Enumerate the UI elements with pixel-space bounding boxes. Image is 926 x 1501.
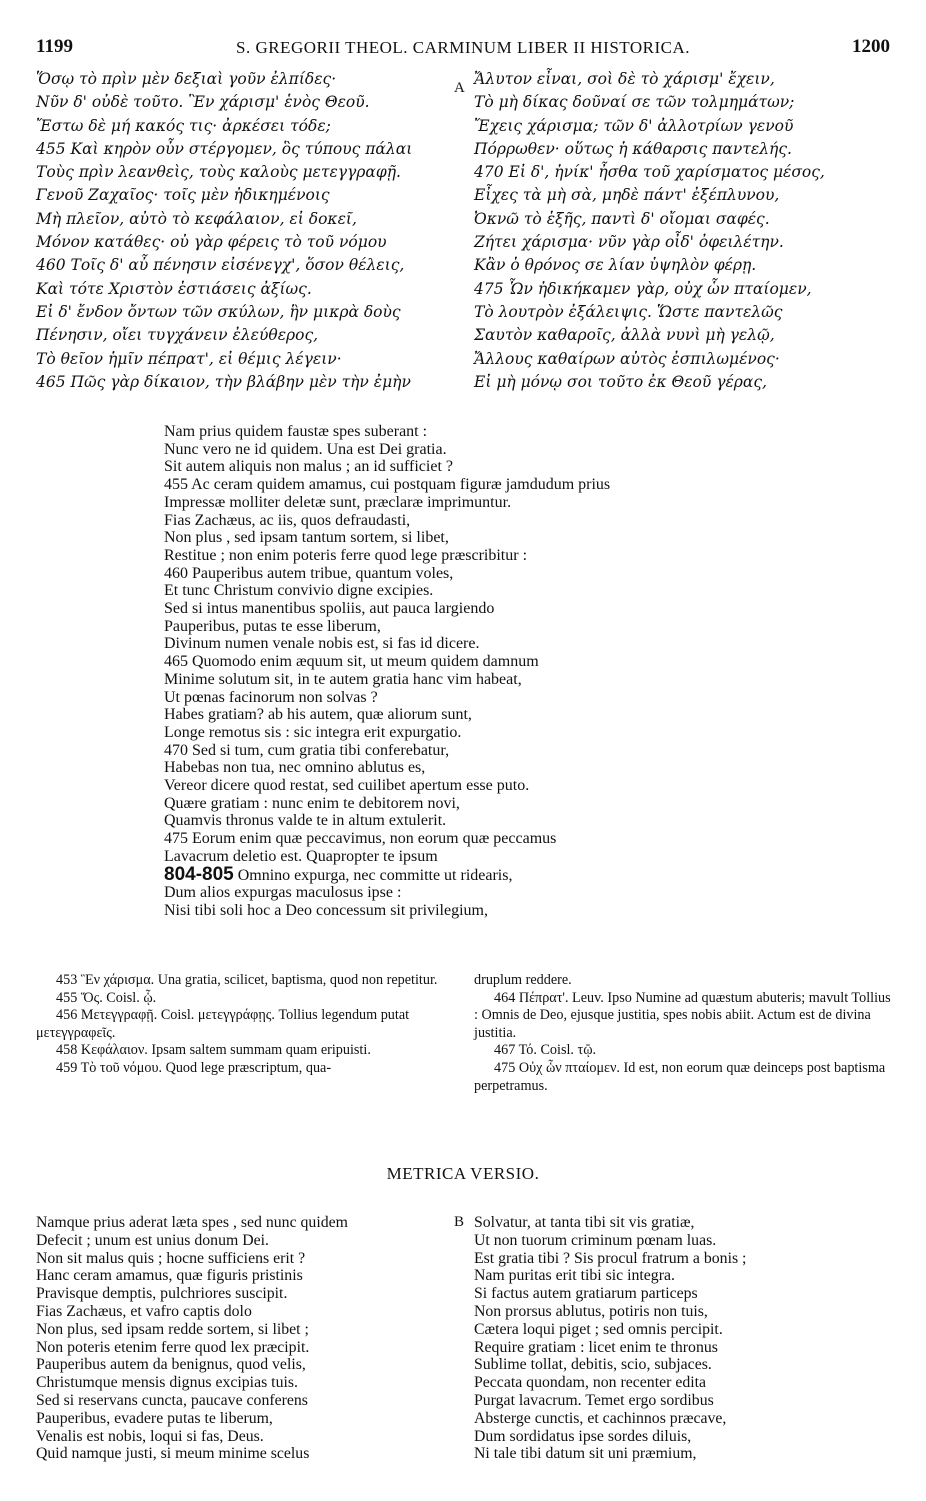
greek-line: Καὶ τότε Χριστὸν ἑστιάσεις ἀξίως. (36, 279, 312, 298)
greek-line: Πένησιν, οἴει τυγχάνειν ἐλεύθερος, (36, 326, 319, 345)
latin-line: Dum alios expurgas maculosus ipse : (164, 884, 402, 902)
latin-line: Vereor dicere quod restat, sed cuilibet apertum esse puto. (164, 777, 530, 795)
footnote-continuation: druplum reddere. (474, 972, 572, 988)
greek-line: Ἔχεις χάρισμα; τῶν δ' ἀλλοτρίων γενοῦ (474, 116, 794, 135)
latin-line: Et tunc Christum convivio digne excipies. (164, 582, 434, 600)
latin-translation (164, 423, 744, 920)
verse-line: Christumque mensis dignus excipias tuis. (36, 1374, 298, 1392)
footnote: 458 Κεφάλαιον. Ipsam saltem summam quam eripuisti. (56, 1042, 371, 1059)
greek-line: Τὸ θεῖον ἡμῖν πέπρατ', εἰ θέμις λέγειν· (36, 349, 342, 368)
footnote: 459 Τὸ τοῦ νόμου. Quod lege præscriptum, qua- (56, 1059, 332, 1076)
latin-line: Quære gratiam : nunc enim te debitorem novi, (164, 794, 460, 812)
footnote: 453 Ἓν χάρισμα. Una gratia, scilicet, baptisma, quod non repetitur. (56, 972, 438, 988)
latin-line-with-column-marker (164, 863, 744, 885)
greek-text-right-column (474, 68, 894, 394)
verse-line: Dum sordidatus ipse sordes diluis, (474, 1427, 692, 1445)
latin-line: Habes gratiam? ab his autem, quæ aliorum sunt, (164, 706, 472, 724)
greek-line: Κἂν ὁ θρόνος σε λίαν ὑψηλὸν φέρῃ. (474, 256, 757, 275)
latin-line: Non plus , sed ipsam tantum sortem, si libet, (164, 529, 449, 547)
verse-line: Venalis est nobis, loqui si fas, Deus. (36, 1427, 264, 1445)
latin-line: Sit autem aliquis non malus ; an id sufficiet ? (164, 458, 453, 476)
verse-line: Require gratiam : licet enim te thronus (474, 1338, 718, 1356)
verse-line: Hanc ceram amamus, quæ figuris pristinis (36, 1267, 303, 1285)
verse-line: Purgat lavacrum. Temet ergo sordibus (474, 1391, 714, 1409)
verse-line: Pauperibus, evadere putas te liberum, (36, 1409, 273, 1427)
latin-line: 455 Ac ceram quidem amamus, cui postquam figuræ jamdudum prius (164, 476, 611, 494)
verse-line: Sublime tollat, debitis, scio, subjaces. (474, 1356, 712, 1374)
greek-text-left-column (36, 68, 456, 394)
footnote: 464 Πέπρατ'. Leuv. Ipso Numine ad quæstum abuteris; mavult Tollius : Omnis de Deo, ejusque justitia, spes nobis abiit. Actum est de divina justitia. (474, 989, 891, 1041)
page-number-left: 1199 (36, 36, 73, 57)
latin-line: Sed si intus manentibus spoliis, aut pauca largiendo (164, 600, 495, 618)
verse-line: Non sit malus quis ; hocne sufficiens erit ? (36, 1249, 306, 1267)
verse-line: Nam puritas erit tibi sic integra. (474, 1267, 675, 1285)
verse-line: Non plus, sed ipsam redde sortem, si libet ; (36, 1320, 309, 1338)
greek-line: Μόνον κατάθες· οὐ γὰρ φέρεις τὸ τοῦ νόμου (36, 233, 387, 252)
latin-line: Nunc vero ne id quidem. Una est Dei gratia. (164, 440, 447, 458)
verse-line: Non prorsus ablutus, potiris non tuis, (474, 1302, 708, 1320)
greek-line: 455 Καὶ κηρὸν οὖν στέργομεν, ὃς τύπους πάλαι (36, 139, 413, 158)
latin-line: Pauperibus, putas te esse liberum, (164, 617, 381, 635)
page-header (36, 36, 890, 60)
latin-line: 475 Eorum enim quæ peccavimus, non eorum quæ peccamus (164, 830, 557, 848)
verse-line: Pravisque demptis, pulchriores suscipit. (36, 1285, 288, 1303)
verse-line: Fias Zachæus, et vafro captis dolo (36, 1302, 252, 1320)
footnotes-right-column (474, 972, 894, 1095)
greek-line: Τὸ λουτρὸν ἐξάλειψις. Ὥστε παντελῶς (474, 302, 783, 321)
latin-line: 460 Pauperibus autem tribue, quantum voles, (164, 564, 454, 582)
footnote: 455 Ὅς. Coisl. ᾧ. (56, 989, 157, 1006)
greek-line: 470 Εἰ δ', ἡνίκ' ἦσθα τοῦ χαρίσματος μέσος, (474, 163, 825, 182)
greek-line: 465 Πῶς γὰρ δίκαιον, τὴν βλάβην μὲν τὴν ἐμὴν (36, 372, 411, 391)
verse-line: Ni tale tibi datum sit uni præmium, (474, 1445, 697, 1463)
metrical-version-left-column (36, 1214, 456, 1463)
footnotes-left-column (36, 972, 450, 1078)
latin-line: Habebas non tua, nec omnino ablutus es, (164, 759, 426, 777)
footnote: 456 Μετεγγραφῇ. Coisl. μετεγγράφῃς. Tollius legendum putat μετεγγραφεῖς. (36, 1007, 410, 1041)
greek-line: Πόρρωθεν· οὕτως ἡ κάθαρσις παντελής. (474, 139, 792, 158)
verse-line: Peccata quondam, non recenter edita (474, 1374, 707, 1392)
greek-line: Ὀκνῶ τὸ ἑξῆς, παντὶ δ' οἴομαι σαφές. (474, 209, 770, 228)
column-marker: 804-805 (164, 863, 234, 885)
latin-line: 470 Sed si tum, cum gratia tibi conferebatur, (164, 741, 450, 759)
greek-line: Ζήτει χάρισμα· νῦν γὰρ οἶδ' ὀφειλέτην. (474, 233, 784, 252)
greek-line: Τὸ μὴ δίκας δοῦναί σε τῶν τολμημάτων; (474, 93, 795, 112)
verse-line: Absterge cunctis, et cachinnos præcave, (474, 1409, 727, 1427)
greek-line: Ἄλλους καθαίρων αὐτὸς ἐσπιλωμένος· (474, 349, 780, 368)
verse-line: Est gratia tibi ? Sis procul fratrum a bonis ; (474, 1249, 747, 1267)
greek-line: Μὴ πλεῖον, αὐτὸ τὸ κεφάλαιον, εἰ δοκεῖ, (36, 209, 357, 228)
running-title: S. GREGORII THEOL. CARMINUM LIBER II HISTORICA. (235, 38, 690, 57)
latin-line: Ut pœnas facinorum non solvas ? (164, 688, 378, 706)
verse-line: Cætera loqui piget ; sed omnis percipit. (474, 1320, 723, 1338)
greek-line: 475 Ὧν ἠδικήκαμεν γὰρ, οὐχ ὧν πταίομεν, (474, 279, 812, 298)
greek-line: Εἰ μὴ μόνῳ σοι τοῦτο ἐκ Θεοῦ γέρας, (474, 372, 767, 391)
verse-line: Defecit ; unum est unius donum Dei. (36, 1231, 269, 1249)
verse-line: Ut non tuorum criminum pœnam luas. (474, 1231, 717, 1249)
verse-line: Pauperibus autem da benignus, quod velis, (36, 1356, 306, 1374)
latin-line-text: Omnino expurga, nec committe ut ridearis, (237, 866, 513, 884)
greek-line: Εἰ δ' ἔνδον ὄντων τῶν σκύλων, ἣν μικρὰ δοὺς (36, 302, 401, 321)
latin-line: Fias Zachæus, ac iis, quos defraudasti, (164, 511, 411, 529)
verse-line: Quid namque justi, si meum minime scelus (36, 1445, 310, 1463)
latin-line: Longe remotus sis : sic integra erit expurgatio. (164, 723, 462, 741)
greek-line: Τοὺς πρὶν λεανθεὶς, τοὺς καλοὺς μετεγγραφῇ. (36, 163, 401, 182)
verse-line: Sed si reservans cuncta, paucave conferens (36, 1391, 308, 1409)
verse-line: Namque prius aderat læta spes , sed nunc quidem (36, 1214, 348, 1231)
latin-line: Minime solutum sit, in te autem gratia hanc vim habeat, (164, 670, 522, 688)
margin-letter-a: A (454, 80, 465, 96)
footnote: 475 Οὐχ ὧν πταίομεν. Id est, non eorum quæ deinceps post baptisma perpetramus. (474, 1059, 886, 1094)
greek-line: 460 Τοῖς δ' αὖ πένησιν εἰσένεγχ', ὅσον θέλεις, (36, 256, 405, 275)
verse-line: Non poteris etenim ferre quod lex præcipit. (36, 1338, 310, 1356)
greek-line: Νῦν δ' οὐδὲ τοῦτο. Ἓν χάρισμ' ἑνὸς Θεοῦ. (36, 93, 370, 112)
greek-line: Σαυτὸν καθαροῖς, ἀλλὰ νυνὶ μὴ γελῷ, (474, 326, 775, 345)
latin-line: 465 Quomodo enim æquum sit, ut meum quidem damnum (164, 653, 539, 671)
verse-line: Si factus autem gratiarum particeps (474, 1285, 698, 1303)
metrical-version-right-column (474, 1214, 894, 1463)
latin-line: Nam prius quidem faustæ spes suberant : (164, 423, 428, 440)
latin-line: Impressæ molliter deletæ sunt, præclaræ imprimuntur. (164, 493, 512, 511)
greek-line: Εἶχες τὰ μὴ σὰ, μηδὲ πάντ' ἐξέπλυνου, (474, 186, 780, 205)
greek-line: Ἄλυτον εἶναι, σοὶ δὲ τὸ χάρισμ' ἔχειν, (474, 70, 775, 88)
footnote: 467 Τό. Coisl. τῷ. (494, 1042, 597, 1059)
latin-line: Nisi tibi soli hoc a Deo concessum sit privilegium, (164, 901, 488, 919)
page-number-right: 1200 (852, 36, 890, 57)
latin-line: Quamvis thronus valde te in altum extulerit. (164, 812, 447, 830)
latin-line: Restitue ; non enim poteris ferre quod lege præscribitur : (164, 546, 528, 564)
latin-line: Lavacrum deletio est. Quapropter te ipsum (164, 847, 438, 865)
greek-line: Γενοῦ Ζαχαῖος· τοῖς μὲν ἠδικημένοις (36, 186, 330, 205)
verse-line: Solvatur, at tanta tibi sit vis gratiæ, (474, 1214, 695, 1231)
latin-line: Divinum numen venale nobis est, si fas id dicere. (164, 635, 480, 653)
greek-line: Ὅσῳ τὸ πρὶν μὲν δεξιαὶ γοῦν ἐλπίδες· (36, 70, 337, 88)
section-title: METRICA VERSIO. (386, 1164, 540, 1183)
greek-line: Ἔστω δὲ μή κακός τις· ἀρκέσει τόδε; (36, 116, 331, 135)
margin-letter-b: B (454, 1214, 465, 1230)
